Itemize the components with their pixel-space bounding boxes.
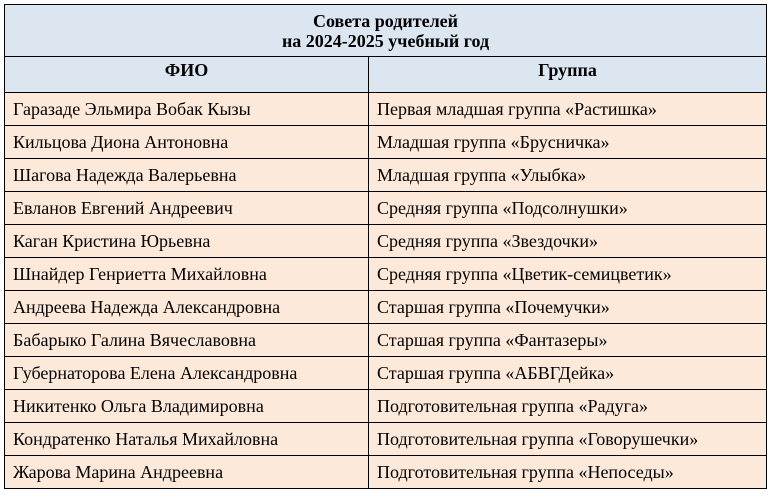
- table-row: [5, 93, 767, 126]
- table-row: [5, 456, 767, 489]
- cell-group: Подготовительная группа «Радуга»: [369, 390, 767, 423]
- title-line-1: Совета родителей: [312, 10, 459, 31]
- cell-name: Каган Кристина Юрьевна: [5, 225, 369, 258]
- cell-group: Средняя группа «Звездочки»: [369, 225, 767, 258]
- cell-group: Подготовительная группа «Непоседы»: [369, 456, 767, 489]
- cell-group: Подготовительная группа «Говорушечки»: [369, 423, 767, 456]
- table-row: [5, 126, 767, 159]
- cell-group: Средняя группа «Цветик-семицветик»: [369, 258, 767, 291]
- parents-council-table: [4, 4, 767, 489]
- cell-name: Кондратенко Наталья Михайловна: [5, 423, 369, 456]
- cell-name: Евланов Евгений Андреевич: [5, 192, 369, 225]
- column-header-name: ФИО: [5, 57, 369, 93]
- cell-name: Губернаторова Елена Александровна: [5, 357, 369, 390]
- cell-name: Шагова Надежда Валерьевна: [5, 159, 369, 192]
- column-header-group: Группа: [369, 57, 767, 93]
- header-row: [5, 57, 767, 93]
- table-row: [5, 324, 767, 357]
- table-row: [5, 423, 767, 456]
- cell-group: Младшая группа «Брусничка»: [369, 126, 767, 159]
- cell-group: Старшая группа «Почемучки»: [369, 291, 767, 324]
- cell-group: Младшая группа «Улыбка»: [369, 159, 767, 192]
- cell-group: Старшая группа «Фантазеры»: [369, 324, 767, 357]
- table-row: [5, 159, 767, 192]
- table-row: [5, 291, 767, 324]
- cell-name: Гаразаде Эльмира Вобак Кызы: [5, 93, 369, 126]
- table-title: [5, 5, 767, 57]
- table-body: [5, 5, 767, 489]
- cell-group: Первая младшая группа «Растишка»: [369, 93, 767, 126]
- cell-name: Кильцова Диона Антоновна: [5, 126, 369, 159]
- table-row: [5, 192, 767, 225]
- cell-group: Средняя группа «Подсолнушки»: [369, 192, 767, 225]
- cell-name: Никитенко Ольга Владимировна: [5, 390, 369, 423]
- table-row: [5, 357, 767, 390]
- title-row: [5, 5, 767, 57]
- title-line-2: на 2024-2025 учебный год: [281, 30, 490, 51]
- table-row: [5, 258, 767, 291]
- cell-group: Старшая группа «АБВГДейка»: [369, 357, 767, 390]
- cell-name: Андреева Надежда Александровна: [5, 291, 369, 324]
- cell-name: Шнайдер Генриетта Михайловна: [5, 258, 369, 291]
- table-row: [5, 390, 767, 423]
- cell-name: Бабарыко Галина Вячеславовна: [5, 324, 369, 357]
- cell-name: Жарова Марина Андреевна: [5, 456, 369, 489]
- table-row: [5, 225, 767, 258]
